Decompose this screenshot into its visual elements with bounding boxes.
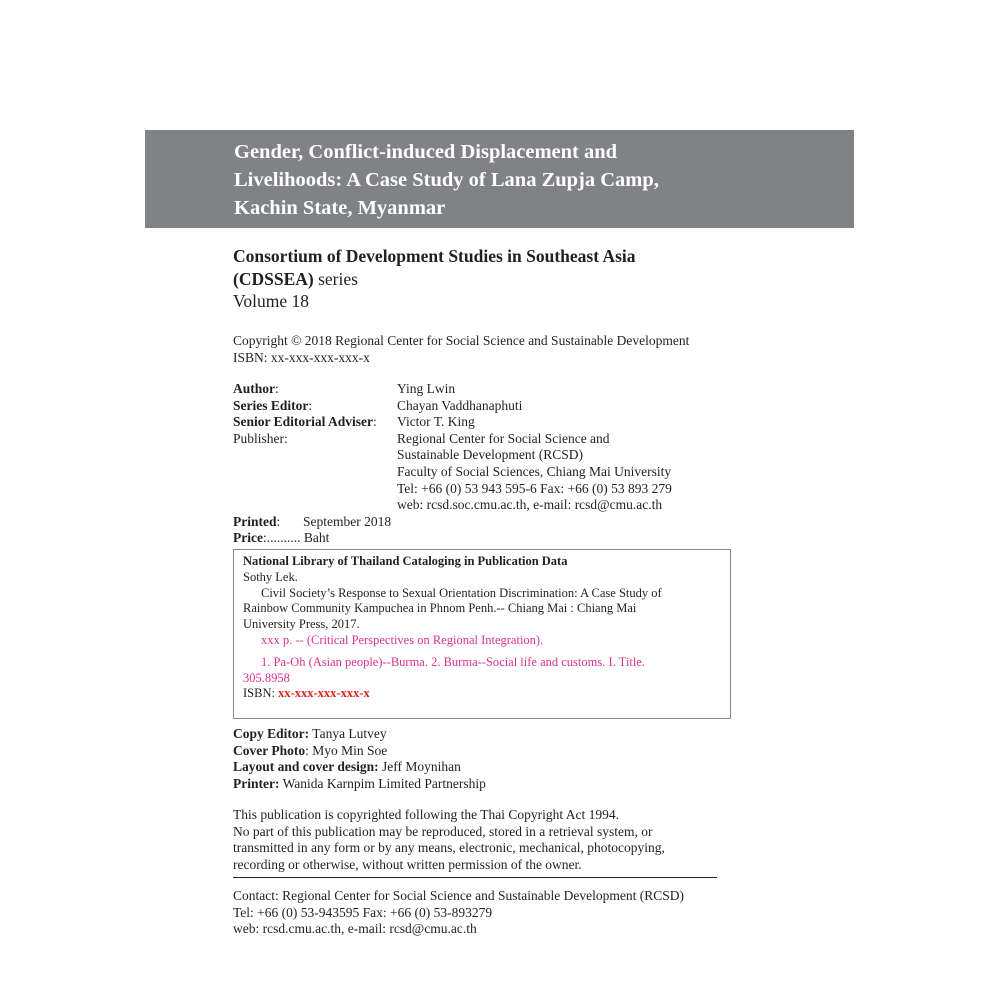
printed-key: Printed: <box>233 513 281 529</box>
series-name-line2 <box>233 268 636 291</box>
copy-editor-line <box>233 726 387 741</box>
cip-author: Sothy Lek. <box>243 569 298 584</box>
adviser-key: Senior Editorial Adviser: <box>233 414 377 430</box>
cip-title-line: Civil Society’s Response to Sexual Orientation Discrimination: A Case Study of <box>261 585 662 600</box>
price-row <box>233 530 672 547</box>
layout-value: Jeff Moynihan <box>378 759 461 775</box>
price-key: Price: <box>233 530 267 546</box>
cip-pages: xxx p. -- (Critical Perspectives on Regional Integration). <box>261 632 544 647</box>
cover-photo-value: : Myo Min Soe <box>305 742 388 758</box>
copy-editor-value: Tanya Lutvey <box>309 726 387 741</box>
notice-line: transmitted in any form or by any means, electronic, mechanical, photocopying, <box>233 840 665 856</box>
series-label: series <box>313 268 358 289</box>
series-volume: Volume 18 <box>233 291 309 311</box>
cip-title-line: Rainbow Community Kampuchea in Phnom Penh.-- Chiang Mai : Chiang Mai <box>243 601 637 616</box>
publisher-line: Faculty of Social Sciences, Chiang Mai University <box>397 463 672 479</box>
printed-value: September 2018 <box>303 513 392 529</box>
author-row <box>233 381 672 398</box>
publisher-line: Tel: +66 (0) 53 943 595-6 Fax: +66 (0) 53 893 279 <box>397 480 672 496</box>
series-info <box>233 245 636 313</box>
contact-line: Contact: Regional Center for Social Science and Sustainable Development (RCSD) <box>233 888 685 903</box>
cip-classification: 305.8958 <box>243 670 290 685</box>
book-title-line: Gender, Conflict-induced Displacement and <box>234 141 618 163</box>
contact-line: web: rcsd.cmu.ac.th, e-mail: rcsd@cmu.ac.th <box>233 921 477 937</box>
publisher-value <box>397 431 672 514</box>
publisher-line: Sustainable Development (RCSD) <box>397 447 583 463</box>
cip-isbn-label: ISBN: <box>243 686 279 701</box>
layout-line <box>233 759 461 774</box>
cip-isbn-value: xx-xxx-xxx-xxx-x <box>278 686 370 701</box>
printer-key: Printer: <box>233 776 280 792</box>
notice-line: No part of this publication may be reproduced, stored in a retrieval system, or <box>233 823 653 839</box>
book-title <box>234 138 659 222</box>
layout-key: Layout and cover design: <box>233 759 379 775</box>
author-key: Author: <box>233 381 279 396</box>
series-editor-key: Series Editor: <box>233 397 313 413</box>
cip-subjects: 1. Pa-Oh (Asian people)--Burma. 2. Burma--Social life and customs. I. Title. <box>261 654 645 669</box>
cover-photo-key: Cover Photo <box>233 742 306 758</box>
copy-editor-key: Copy Editor: <box>233 726 310 741</box>
adviser-row <box>233 414 672 431</box>
notice-line: recording or otherwise, without written permission of the owner. <box>233 857 582 873</box>
cip-title-line: University Press, 2017. <box>243 617 360 632</box>
series-abbreviation: (CDSSEA) <box>233 268 314 289</box>
series-editor-row <box>233 398 672 415</box>
publisher-line: web: rcsd.soc.cmu.ac.th, e-mail: rcsd@cmu.ac.th <box>397 497 663 513</box>
production-credits <box>233 726 486 793</box>
publisher-key: Publisher: <box>233 430 288 446</box>
printed-row <box>233 514 672 531</box>
cataloging-box <box>233 549 731 719</box>
series-editor-value: Chayan Vaddhanaphuti <box>397 397 523 413</box>
printer-value: Wanida Karnpim Limited Partnership <box>279 776 486 792</box>
divider <box>233 877 717 878</box>
book-title-line: Kachin State, Myanmar <box>234 197 446 219</box>
isbn-line: ISBN: xx-xxx-xxx-xxx-x <box>233 349 370 365</box>
author-value: Ying Lwin <box>397 381 456 396</box>
contact-info <box>233 888 684 938</box>
credits-block <box>233 381 672 547</box>
contact-line: Tel: +66 (0) 53-943595 Fax: +66 (0) 53-893279 <box>233 904 493 920</box>
book-title-line: Livelihoods: A Case Study of Lana Zupja Camp, <box>234 169 659 191</box>
price-value: .......... Baht <box>266 530 330 546</box>
cover-photo-line <box>233 743 387 758</box>
title-banner <box>145 130 854 228</box>
cip-heading: National Library of Thailand Cataloging in Publication Data <box>243 554 568 568</box>
copyright-block <box>233 333 689 366</box>
series-name: Consortium of Development Studies in Southeast Asia <box>233 246 636 266</box>
adviser-value: Victor T. King <box>397 414 475 430</box>
notice-line: This publication is copyrighted following the Thai Copyright Act 1994. <box>233 807 619 822</box>
copyright-line: Copyright © 2018 Regional Center for Social Science and Sustainable Development <box>233 333 690 348</box>
printer-line <box>233 776 486 791</box>
publisher-row <box>233 431 672 514</box>
copyright-notice <box>233 807 665 874</box>
cip-isbn <box>243 686 730 702</box>
publisher-line: Regional Center for Social Science and <box>397 430 610 446</box>
